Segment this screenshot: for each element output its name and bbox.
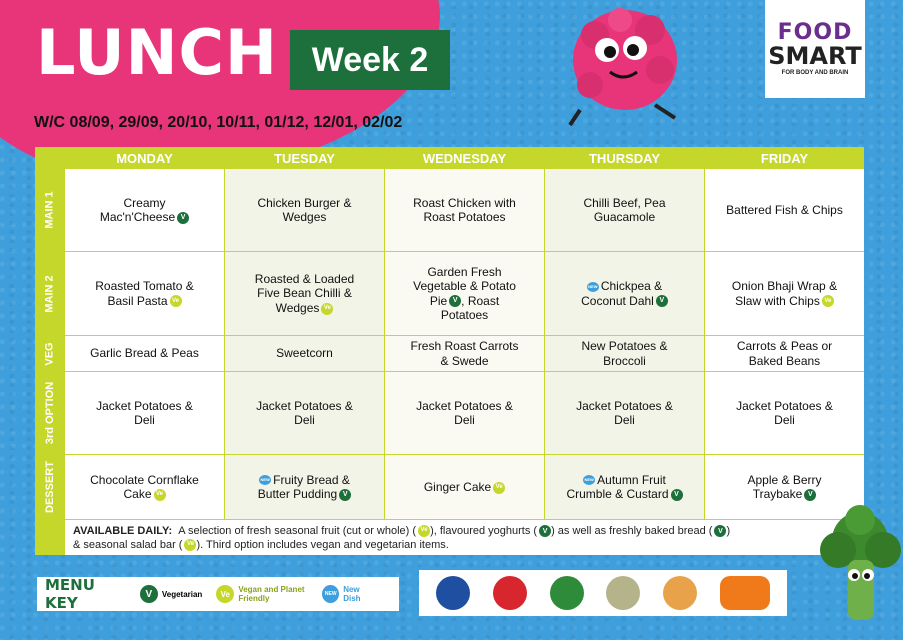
day-header-monday: MONDAY [116, 150, 173, 166]
logo-tagline: FOR BODY AND BRAIN [781, 70, 849, 76]
key-vegetarian-label: Vegetarian [161, 589, 203, 599]
menu-item-text: Jacket Potatoes & Deli [576, 398, 673, 427]
menu-item [726, 203, 843, 217]
menu-item-text: Roasted & Loaded Five Bean Chilli & Wedges [254, 271, 355, 315]
menu-item-text-extra: , Roast Potatoes [440, 293, 500, 322]
quorn-logo [720, 576, 770, 610]
red-tractor-logo [436, 576, 470, 610]
menu-cell [385, 372, 544, 454]
menu-item [566, 279, 684, 308]
menu-cell [705, 169, 864, 251]
menu-cell [545, 169, 704, 251]
menu-cell [65, 252, 224, 335]
vegetarian-icon: V [177, 212, 189, 224]
menu-item [566, 196, 684, 225]
menu-item [406, 399, 524, 428]
raspberry-mascot-icon [555, 0, 695, 135]
menu-cell [385, 455, 544, 519]
menu-item-text: Garlic Bread & Peas [90, 346, 199, 361]
row-label-text: 3rd OPTION [44, 381, 56, 445]
menu-item [86, 196, 204, 225]
day-header-tuesday: TUESDAY [274, 150, 335, 166]
menu-item-text: Chickpea & Coconut Dahl [581, 279, 663, 308]
menu-item-text: Chocolate Cornflake Cake [90, 472, 199, 501]
key-new-dish [322, 585, 377, 603]
menu-item [90, 346, 199, 360]
partner-logos [419, 570, 787, 616]
menu-cell [225, 336, 384, 371]
row-label-text: VEG [43, 341, 56, 366]
key-new-dish-label: New Dish [343, 585, 361, 603]
new-dish-icon: NEW [583, 475, 595, 485]
menu-item [566, 339, 684, 368]
row-label [35, 169, 65, 251]
menu-item-text: Roasted Tomato & Basil Pasta [95, 279, 194, 308]
menu-key-title: MENU KEY [45, 576, 95, 612]
vegetarian-icon: V [140, 585, 158, 603]
food-smart-logo [765, 0, 865, 98]
menu-item-text: Jacket Potatoes & Deli [416, 398, 513, 427]
menu-item [726, 473, 844, 502]
vegetarian-icon: V [671, 489, 683, 501]
new-dish-icon: NEW [259, 475, 271, 485]
menu-item [86, 473, 204, 502]
menu-item-text: New Potatoes & Broccoli [581, 339, 668, 368]
page-title: LUNCH [36, 16, 278, 89]
menu-item-text: Creamy Mac'n'Cheese [99, 195, 176, 224]
vegan-icon: Ve [154, 489, 166, 501]
vegan-icon: Ve [321, 303, 333, 315]
soil-association-logo [493, 576, 527, 610]
available-daily-text: ) as well as freshly baked bread ( [551, 525, 713, 537]
menu-cell [225, 252, 384, 335]
menu-cell [225, 169, 384, 251]
menu-item-text: Battered Fish & Chips [726, 202, 843, 217]
menu-cell [65, 169, 224, 251]
menu-item [726, 339, 844, 368]
vegan-icon: Ve [170, 295, 182, 307]
menu-cell [65, 336, 224, 371]
available-daily [65, 520, 864, 555]
row-label-text: MAIN 1 [44, 191, 56, 229]
menu-item [406, 339, 524, 368]
menu-item-text: Fresh Roast Carrots & Swede [410, 339, 519, 368]
logo-smart-text: SMART [768, 42, 862, 70]
weekly-menu-grid [35, 147, 864, 555]
menu-item [86, 279, 204, 308]
key-vegan-label: Vegan and Planet Friendly [238, 585, 305, 603]
menu-item-text: Jacket Potatoes & Deli [96, 398, 193, 427]
day-header-wednesday: WEDNESDAY [422, 150, 507, 166]
key-vegan [216, 585, 308, 603]
available-daily-text: A selection of fresh seasonal fruit (cut or whole) ( [178, 525, 417, 537]
menu-item-text: Onion Bhaji Wrap & Slaw with Chips [731, 279, 838, 308]
menu-item [86, 399, 204, 428]
day-header-friday: FRIDAY [760, 150, 809, 166]
row-label [35, 372, 65, 454]
logo-food-text: FOOD [777, 20, 853, 45]
menu-item-text: Chicken Burger & Wedges [257, 195, 352, 224]
vegan-icon: Ve [418, 525, 430, 537]
menu-item-text: Sweetcorn [276, 346, 333, 361]
menu-cell [385, 336, 544, 371]
row-label-text: DESSERT [44, 461, 56, 513]
menu-item [566, 473, 684, 502]
menu-item [276, 346, 333, 360]
broccoli-mascot-icon [818, 505, 903, 640]
menu-item [246, 272, 364, 315]
school-food-plan-logo [663, 576, 697, 610]
menu-item-text: Garden Fresh Vegetable & Potato Pie [413, 264, 516, 308]
available-daily-text: ), flavoured yoghurts ( [430, 525, 538, 537]
menu-cell [225, 372, 384, 454]
menu-cell [705, 336, 864, 371]
vegetarian-icon: V [539, 525, 551, 537]
menu-item [246, 196, 364, 225]
vegetarian-icon: V [449, 295, 461, 307]
available-daily-text: ) [726, 525, 731, 537]
menu-item [246, 473, 364, 502]
menu-item-text: Carrots & Peas or Baked Beans [736, 339, 833, 368]
vegan-icon: Ve [822, 295, 834, 307]
menu-item-text: Fruity Bread & Butter Pudding [257, 472, 350, 501]
menu-item [726, 279, 844, 308]
vegan-icon: Ve [216, 585, 234, 603]
menu-item-text: Roast Chicken with Roast Potatoes [413, 195, 516, 224]
menu-item-text: Jacket Potatoes & Deli [736, 398, 833, 427]
new-dish-icon: NEW [322, 585, 339, 603]
row-label-text: MAIN 2 [44, 274, 56, 313]
menu-item-text: Chilli Beef, Pea Guacamole [583, 195, 666, 224]
available-daily-text: & seasonal salad bar ( [73, 539, 183, 552]
menu-cell [705, 252, 864, 335]
vegan-icon: Ve [493, 482, 505, 494]
menu-cell [65, 455, 224, 519]
key-vegetarian [140, 585, 202, 603]
available-daily-text: ). Third option includes vegan and vegetarian items. [196, 539, 449, 552]
week-badge: Week 2 [290, 30, 450, 90]
menu-cell [545, 336, 704, 371]
new-dish-icon: NEW [587, 282, 599, 292]
day-header-thursday: THURSDAY [588, 150, 661, 166]
row-label [35, 455, 65, 519]
week-commencing-dates: W/C 08/09, 29/09, 20/10, 10/11, 01/12, 12/01, 02/02 [34, 114, 403, 131]
vegetarian-icon: V [804, 489, 816, 501]
menu-key [37, 577, 399, 611]
menu-item [246, 399, 364, 428]
menu-item [406, 196, 524, 225]
vegetarian-icon: V [714, 525, 726, 537]
menu-cell [705, 372, 864, 454]
msc-logo [606, 576, 640, 610]
available-daily-label: AVAILABLE DAILY: [73, 525, 173, 537]
menu-cell [385, 252, 544, 335]
menu-cell [545, 372, 704, 454]
menu-item [424, 480, 505, 494]
menu-item [566, 399, 684, 428]
waste-not-logo [550, 576, 584, 610]
menu-item [406, 265, 524, 323]
menu-cell [545, 455, 704, 519]
vegan-icon: Ve [184, 539, 196, 551]
vegetarian-icon: V [656, 295, 668, 307]
row-label [35, 336, 65, 371]
row-label [35, 252, 65, 335]
menu-cell [385, 169, 544, 251]
menu-item-text: Apple & Berry Traybake [747, 472, 822, 501]
menu-item-text: Autumn Fruit Crumble & Custard [566, 472, 669, 501]
vegetarian-icon: V [339, 489, 351, 501]
menu-cell [65, 372, 224, 454]
menu-cell [545, 252, 704, 335]
menu-item-text: Ginger Cake [423, 479, 492, 494]
menu-cell [225, 455, 384, 519]
menu-item-text: Jacket Potatoes & Deli [256, 398, 353, 427]
menu-item [726, 399, 844, 428]
